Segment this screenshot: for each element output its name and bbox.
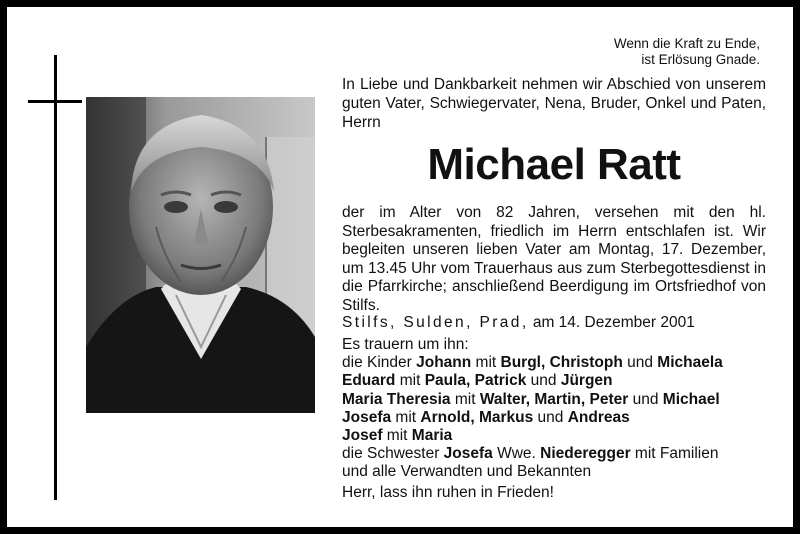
- mourner-line: die Schwester Josefa Wwe. Niederegger mit Familien: [342, 445, 719, 463]
- mourners-list: [342, 336, 766, 482]
- motto: [614, 36, 760, 68]
- mourner-line: und alle Verwandten und Bekannten: [342, 463, 592, 481]
- intro-text: In Liebe und Dankbarkeit nehmen wir Abschied von unserem guten Vater, Schwiegervater, Nena, Bruder, Onkel und Paten, Herrn: [342, 76, 766, 131]
- mourner-line: die Kinder Johann mit Burgl, Christoph und Michaela: [342, 354, 723, 372]
- mourner-line: Josef mit Maria: [342, 427, 453, 445]
- deceased-name: Michael Ratt: [427, 140, 681, 189]
- mourner-line: Josefa mit Arnold, Markus und Andreas: [342, 408, 630, 426]
- motto-line: ist Erlösung Gnade.: [641, 52, 760, 67]
- mourners-heading: Es trauern um ihn:: [342, 336, 469, 353]
- place-date: [342, 313, 766, 332]
- cross-icon-bar: [28, 100, 82, 103]
- date: am 14. Dezember 2001: [532, 314, 695, 331]
- portrait-photo: [86, 97, 315, 413]
- closing-prayer: Herr, lass ihn ruhen in Frieden!: [342, 484, 554, 501]
- cross-icon: [54, 55, 57, 500]
- announcement-text: der im Alter von 82 Jahren, versehen mit den hl. Sterbesakramenten, friedlich im Herrn entschlafen ist. Wir begleiten unseren lieben Vater am Montag, 17. Dezember, um 13.45 Uhr vom Trauerhaus aus zum Sterbegottesdienst in die Pfarrkirche; anschließend Beerdigung im Ortsfriedhof von Stilfs.: [342, 204, 766, 314]
- mourner-line: Maria Theresia mit Walter, Martin, Peter und Michael: [342, 390, 720, 408]
- places: Stilfs, Sulden, Prad,: [342, 314, 529, 331]
- motto-line: Wenn die Kraft zu Ende,: [613, 36, 760, 51]
- mourner-line: Eduard mit Paula, Patrick und Jürgen: [342, 372, 613, 390]
